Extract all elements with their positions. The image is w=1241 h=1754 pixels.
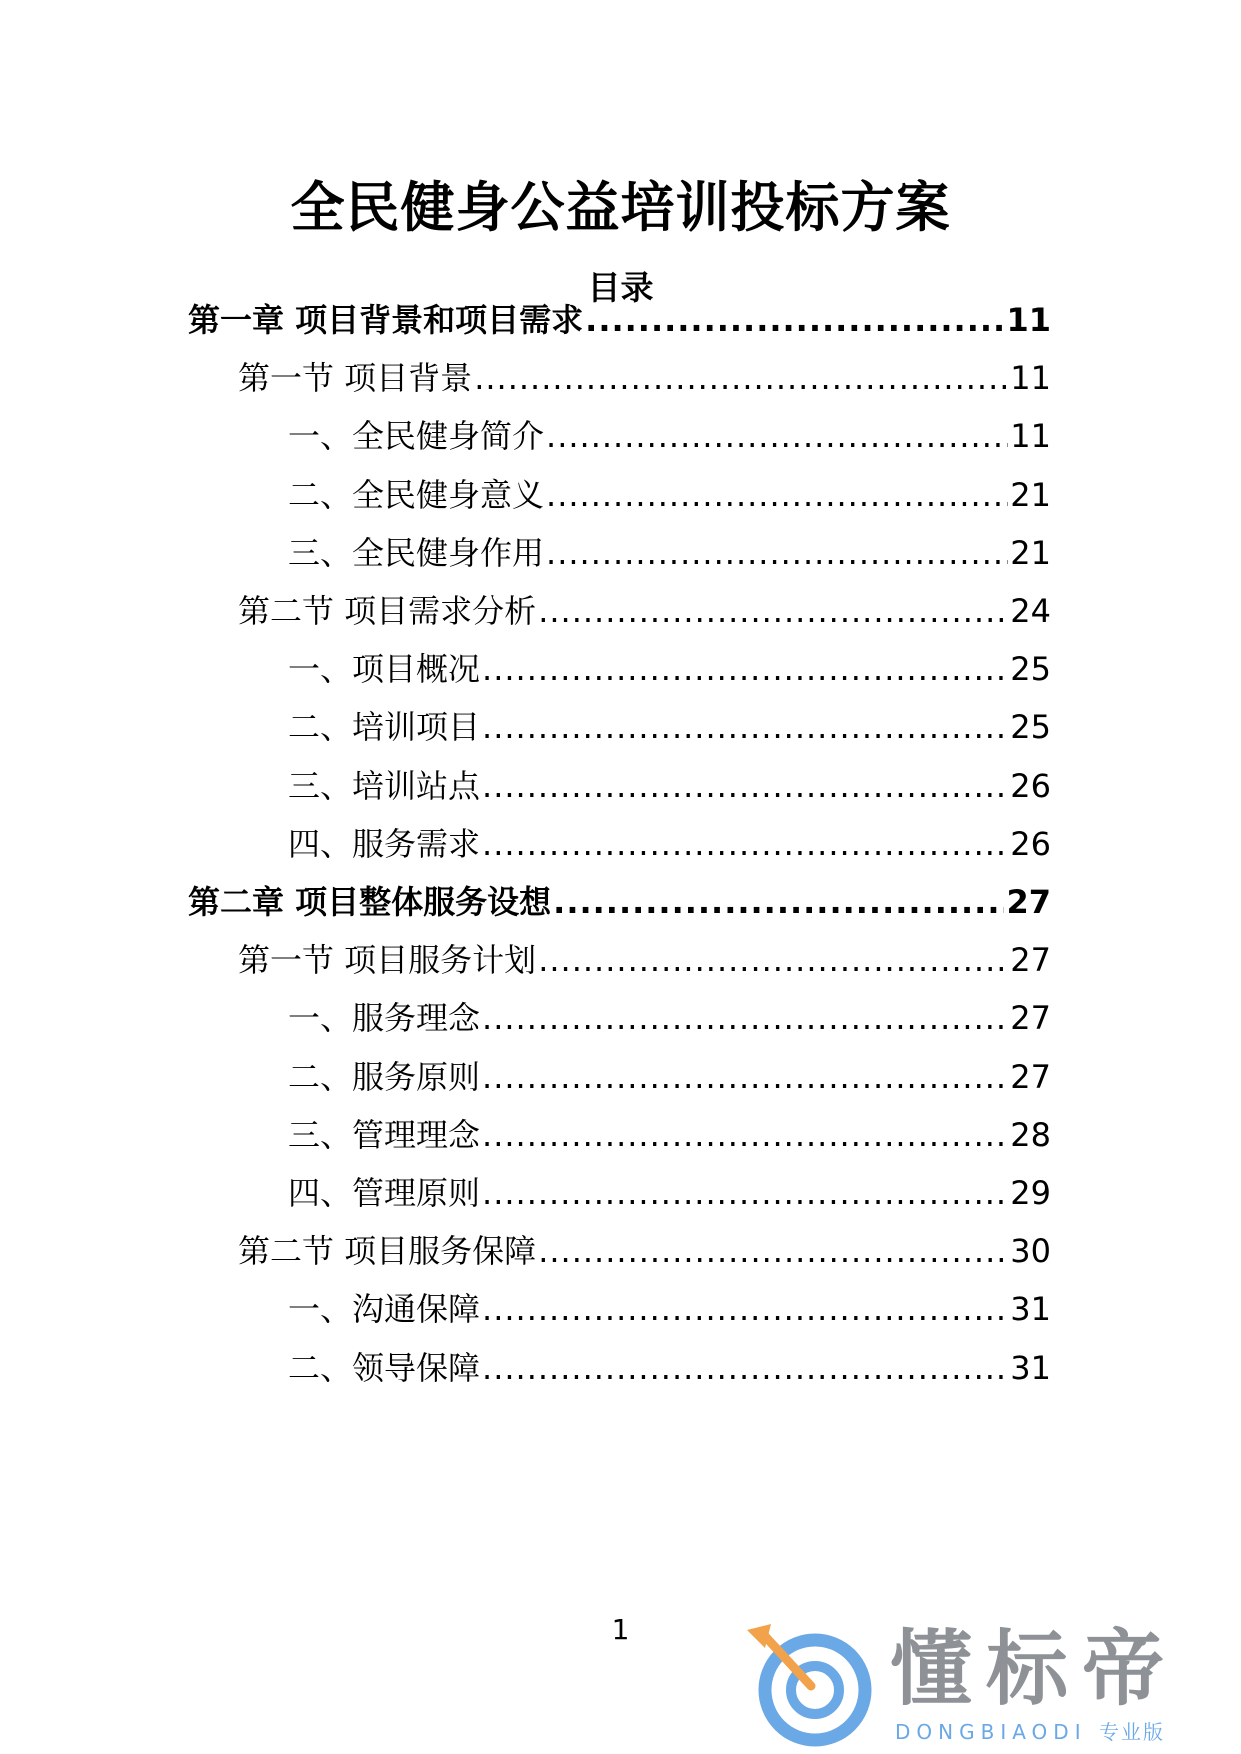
toc-entry-page: 27 [1010, 1057, 1051, 1096]
page-number: 1 [611, 1613, 630, 1646]
toc-dot-leader [538, 591, 1008, 631]
toc-entry-page: 25 [1010, 650, 1051, 689]
toc-entry-label: 四、管理原则 [288, 1174, 481, 1212]
document-title: 全民健身公益培训投标方案 [290, 176, 951, 239]
toc-entry[interactable] [188, 876, 1051, 922]
toc-entry[interactable] [288, 410, 1051, 456]
toc-entry[interactable] [288, 760, 1051, 806]
toc-entry-page: 11 [1010, 359, 1051, 398]
toc-entry[interactable] [288, 527, 1051, 573]
toc-entry-label: 二、培训项目 [288, 708, 481, 747]
target-arrow-icon [745, 1620, 875, 1750]
toc-entry-page: 24 [1010, 592, 1051, 630]
toc-entry[interactable] [288, 1109, 1051, 1155]
toc-dot-leader [482, 998, 1008, 1038]
toc-entry-page: 28 [1010, 1115, 1051, 1154]
toc-entry[interactable] [288, 1283, 1051, 1329]
toc-entry-label: 第二节 项目需求分析 [238, 592, 537, 630]
toc-dot-leader [546, 416, 1008, 456]
toc-entry-label: 二、领导保障 [288, 1348, 481, 1387]
toc-entry-page: 27 [1010, 941, 1051, 980]
toc-entry-label: 第一节 项目服务计划 [238, 941, 537, 980]
toc-dot-leader [482, 649, 1008, 689]
toc-entry-label: 二、全民健身意义 [288, 475, 545, 514]
toc-entry-label: 四、服务需求 [288, 824, 481, 863]
toc-entry[interactable] [288, 1167, 1051, 1213]
watermark-edition: 专业版 [1098, 1720, 1165, 1744]
toc-entry-page: 26 [1010, 824, 1051, 863]
toc-entry[interactable] [288, 992, 1051, 1038]
toc-entry-label: 一、项目概况 [288, 650, 481, 689]
toc-entry-page: 25 [1010, 708, 1051, 747]
toc-entry[interactable] [238, 934, 1051, 980]
toc-entry[interactable] [238, 352, 1051, 398]
toc-dot-leader [482, 766, 1008, 806]
toc-entry-page: 26 [1010, 766, 1051, 805]
toc-entry[interactable] [288, 701, 1051, 747]
toc-dot-leader [538, 1231, 1008, 1271]
toc-entry-label: 二、服务原则 [288, 1057, 481, 1096]
toc-dot-leader [538, 940, 1008, 980]
toc-dot-leader [482, 707, 1008, 747]
toc-dot-leader [482, 824, 1008, 864]
toc-dot-leader [546, 533, 1008, 573]
toc-dot-leader [482, 1057, 1008, 1097]
toc-entry-page: 30 [1010, 1232, 1051, 1271]
toc-entry-label: 三、培训站点 [288, 766, 481, 805]
toc-entry-label: 第一节 项目背景 [238, 359, 473, 398]
toc-dot-leader [482, 1289, 1008, 1329]
toc-dot-leader [585, 300, 1004, 340]
toc-entry-label: 第二章 项目整体服务设想 [188, 883, 552, 921]
toc-entry-page: 11 [1006, 301, 1051, 339]
toc-dot-leader [474, 358, 1008, 398]
toc-entry[interactable] [288, 818, 1051, 864]
watermark-brand-en [895, 1720, 1165, 1744]
toc-entry-label: 一、全民健身简介 [288, 417, 545, 456]
toc-entry[interactable] [288, 643, 1051, 689]
toc-entry[interactable] [238, 1225, 1051, 1271]
toc-entry-page: 31 [1010, 1290, 1051, 1329]
toc-entry-label: 一、服务理念 [288, 999, 481, 1038]
toc-dot-leader [553, 882, 1004, 922]
toc-dot-leader [482, 1173, 1008, 1213]
toc-entry-label: 一、沟通保障 [288, 1290, 481, 1329]
toc-dot-leader [482, 1348, 1008, 1388]
toc-dot-leader [546, 475, 1008, 515]
toc-entry-label: 三、全民健身作用 [288, 533, 545, 572]
toc-entry-page: 11 [1010, 417, 1051, 456]
toc-entry[interactable] [188, 294, 1051, 340]
toc-entry-label: 第二节 项目服务保障 [238, 1232, 537, 1271]
watermark-logo [745, 1620, 1225, 1750]
toc-dot-leader [482, 1115, 1008, 1155]
watermark-brand-en-text: DONGBIAODI [895, 1720, 1087, 1744]
watermark-brand-cn: 懂标帝 [890, 1622, 1179, 1717]
toc-entry-page: 27 [1010, 999, 1051, 1038]
toc-entry[interactable] [288, 469, 1051, 515]
toc-entry-label: 第一章 项目背景和项目需求 [188, 301, 584, 339]
toc-entry-page: 31 [1010, 1348, 1051, 1387]
toc-entry-page: 21 [1010, 475, 1051, 514]
toc-entry[interactable] [288, 1051, 1051, 1097]
toc-entry-page: 27 [1006, 883, 1051, 921]
toc-entry-page: 21 [1010, 533, 1051, 572]
toc-heading: 目录 [587, 268, 654, 307]
toc-entry[interactable] [238, 585, 1051, 631]
toc-entry-label: 三、管理理念 [288, 1115, 481, 1154]
toc-entry-page: 29 [1010, 1174, 1051, 1212]
toc-entry[interactable] [288, 1342, 1051, 1388]
